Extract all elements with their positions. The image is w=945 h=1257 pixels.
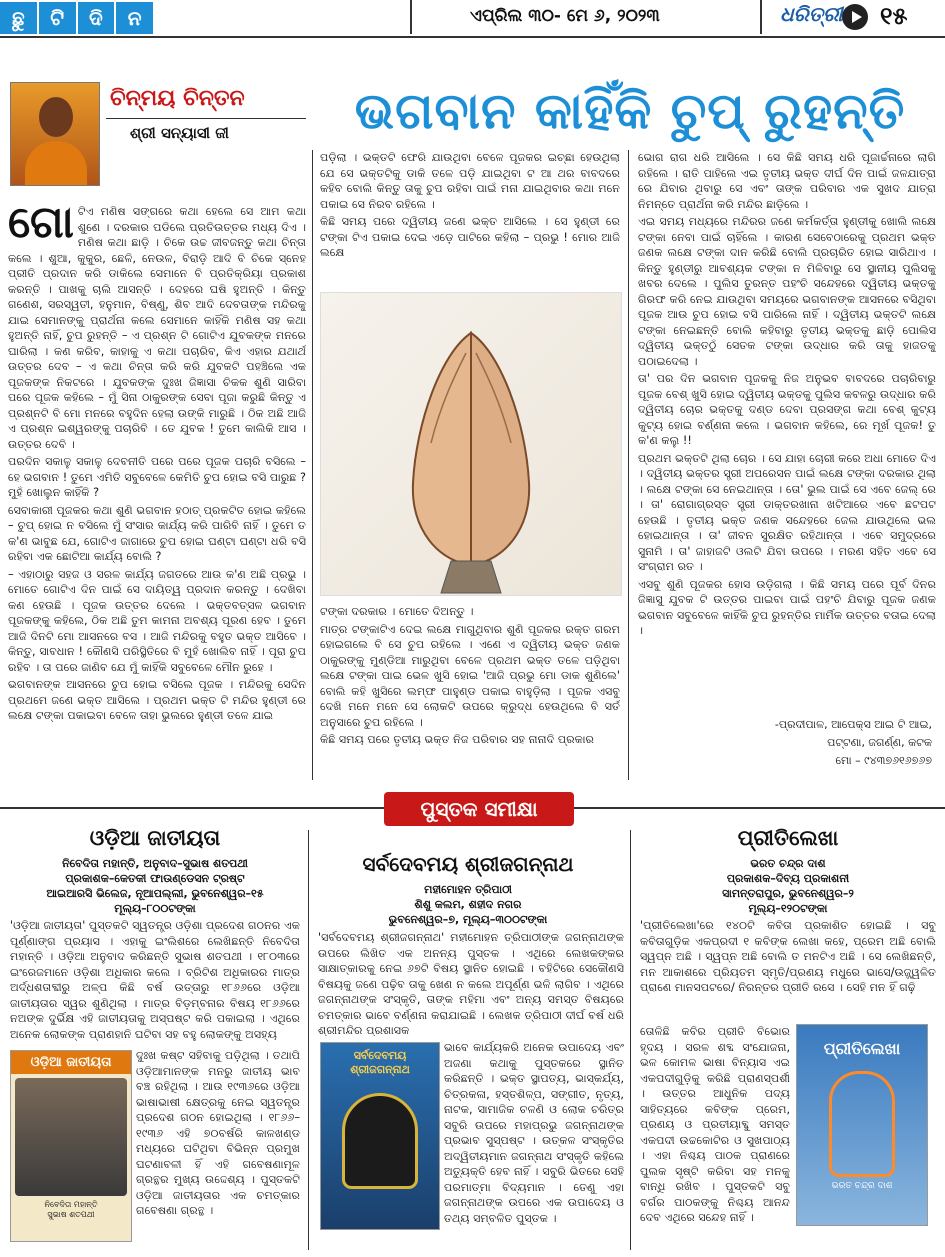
article-column-2-top [320, 150, 620, 290]
paragraph: ଏସବୁ ଶୁଣି ପୂଜକର ହୋସ ଉଡ଼ିଗଲା । କିଛି ସମୟ ପରେ ପୂର୍ବ ଦିନର ଜିଜ୍ଞାସୁ ଯୁବକ ଟି ଉତ୍ତର ପାଇବା ପାଇଁ ପହଂଚି ଯିବାରୁ ପୂଜକ ଜଣକ ଭଗବାନ ସବୁବେଳେ କାହିଁକି ଚୁପ ରୁହନ୍ତିର ମାର୍ମିକ ଉତ୍ତର ବତାଇ ଦେଲା । [638, 577, 936, 637]
book-cover [796, 1024, 928, 1226]
paragraph: ପଡ଼ିଲା । ଭକ୍ତଟି ଫେରି ଯାଉଥିବା ବେଳେ ପୂଜକର ଇଚ୍ଛା ହେଉଥିଲା ଯେ ସେ ଭକ୍ତଟିକୁ ଡାକି ତଳେ ପଡ଼ି ଯାଇଥିବା ଟ ଆ ଥର ବାବଦରେ କହିବ ବୋଲି କିନ୍ତୁ ତାକୁ ଚୁପ ରହିବା ପାଇଁ ମନା ଯାଇଥିବାର କଥା ମନେ ପକାଇ ସେ ନିରବ ରହିଲେ । [320, 151, 620, 211]
paragraph: ମାତ୍ର ଟଙ୍କାଟିଏ ଦେଇ ଲକ୍ଷେ ମାଗୁଥିବାର ଶୁଣି ପୂଜକର ରକ୍ତ ଗରମ ହୋଇଗଲେ ବି ସେ ଚୁପ ରହିଲେ । ଏଣେ ଏ ଦ୍ୱିତୀୟ ଭକ୍ତ ଜଣକ ଠାକୁରଙ୍କୁ ମୁଣ୍ଡିଆ ମାରୁଥିବା ବେଳେ ପ୍ରଥମ ଭକ୍ତ ତଳେ ପଡ଼ିଥିବା ଲକ୍ଷେ ଟଙ୍କା ପାଇ ଭେଳ ଖୁସି ହୋଇ 'ଆଜି ପ୍ରଭୁ ମୋ ଡାକ ଶୁଣିଲେ' ବୋଲି କହି ଖୁସିରେ ଲମ୍ଫ ପାହୁଣ୍ଡ ପକାଇ ବାହୁଡ଼ିଲା । ପୂଜକ ଏସବୁ ଦେଖି ମନେ ମନେ ସେ ଲୋକଟି ଉପରେ କ୍ରୁଦ୍ଧ ହେଉଥିଲେ ବି ସର୍ତ ଅନୁସାରେ ଚୁପ ରହିଲେ । [320, 622, 620, 729]
headline: ଭଗବାନ କାହିଁକି ଚୁପ୍ ରୁହନ୍ତି [354, 82, 906, 140]
brand-logo: ଧରିତ୍ରୀ [780, 2, 843, 26]
meta-line: ଭୁବନେଶ୍ୱର–୭, ମୂଲ୍ୟ–୩୦୦ଟଙ୍କା [388, 913, 548, 926]
footprint-icon [829, 1071, 895, 1177]
cover-translator: ସୁଭାଷ ଶତପଥୀ [47, 1210, 95, 1219]
book-meta [638, 856, 938, 916]
book-title: ଓଡ଼ିଆ ଜାତୀୟତା [89, 826, 221, 850]
article-column-2-bottom [320, 604, 620, 780]
cover-portraits [15, 1078, 127, 1196]
section-letter: ଟି [39, 2, 78, 34]
meta-line: ମୂଲ୍ୟ–୮୦୦ଟଙ୍କା [114, 902, 196, 915]
review-text: 'ଓଡ଼ିଆ ଜାତୀୟତା' ପୁସ୍ତକଟି ସ୍ୱତନ୍ତ୍ର ଓଡ଼ିଶା ପ୍ରଦେଶ ଗଠନର ଏକ ପୂର୍ଣ୍ଣାଙ୍ଗ ପ୍ରୟାସ । ଏହାକୁ ଇଂଲିଶରେ ଲେଖିଛନ୍ତି ନିବେଦିତା ମହାନ୍ତି । ଓଡ଼ିଆ ଅନୁବାଦ କରିଛନ୍ତି ସୁଭାଷ ଶତପଥୀ । ୧୮୦୩ରେ ଇଂରେଜମାନେ ଓଡ଼ିଶା ଅଧିକାର କଲେ । ବ୍ରିଟିଶ ଅଧିକାରର ମାତ୍ର ଅର୍ଦ୍ଧଶତାବ୍ଦୀରୁ ଅଳ୍ପ କିଛି ବର୍ଷ ଉତ୍ତାରୁ ୧୮୬୬ରେ ଓଡ଼ିଆ ଜାତୀୟତାର ସ୍ୱର ଶୁଣିଥିଲା । ମାତ୍ର ବିଡ଼ମ୍ବନାର ବିଷୟ ୧୮୬୬ରେ ନଅଙ୍କ ଦୁର୍ଭିକ୍ଷ ଏହି ଜାତୀୟତାକୁ ଅସ୍ପଷ୍ଟ କରି ପକାଇଲା । ଏଥିରେ ଅନେକ ଲୋକଙ୍କ ପ୍ରାଣହାନି ଘଟିବା ସହ ବହୁ ଲୋକଙ୍କୁ ଅସହ୍ୟ [10, 919, 300, 1041]
review-text: 'ପ୍ରୀତିଲେଖା'ରେ ୧୪୦ଟି କବିତା ପ୍ରକାଶିତ ହୋଇଛି । ସବୁ କବିତାଗୁଡ଼ିକ ଏକପ୍ରଦୀ ୧ କବିଙ୍କ ଲେଖା କହେ, ପ୍ରେମ ଅଛି ବୋଲି ସ୍ୱପ୍ନ ଅଛି । ସ୍ୱପ୍ନ ଅଛି ବୋଲି ତ ମନଟିଏ ଅଛି । ସେ ଲେଖିଛନ୍ତି, ମନ ଆକାଶରେ ପ୍ରିୟତମ ସ୍ମୃତି/ପ୍ରଣୟ ମଧୁରେ ଭାସେ/ଉଜ୍ଜ୍ୱଳିତ ପ୍ରାଣେ ମାନସପଟରେ/ ନିରନ୍ତର ପ୍ରୀତି ରସେ । ସେହି ମନ ହିଁ ଗଢ଼ି [640, 919, 936, 994]
paragraph: ଭଗବାନଙ୍କ ଆସନରେ ଚୁପ ହୋଇ ବସିଲେ ପୂଜକ । ମନ୍ଦିରକୁ ସେଦିନ ପ୍ରଥମେ ଜଣେ ଭକ୍ତ ଆସିଲେ । ପ୍ରଥମ ଭକ୍ତ ଟି ମନ୍ଦିର ହୁଣ୍ଡୀ ରେ ଲକ୍ଷେ ଟଙ୍କା ପକାଇବା ବେଳେ ତାହା ଭୁଲରେ ହୁଣ୍ଡୀ ତଳେ ଯାଇ [8, 678, 306, 722]
paragraph: ପ୍ରଥମ ଭକ୍ତଟି ଥିଲା ଚୋର । ସେ ଯାହା ଚୋରୀ କରେ ଅଧା ମୋତେ ଦିଏ । ଦ୍ୱିତୀୟ ଭକ୍ତର ସ୍ତ୍ରୀ ଅପରେସନ ପାଇଁ ଲକ୍ଷେ ଟଙ୍କା ଦରକାର ଥିଲା । ଲକ୍ଷେ ଟଙ୍କା ସେ ନେଇଥାନ୍ତା । ତୋ' ଭୁଲ ପାଇଁ ସେ ଏବେ ଜେଲ୍ ରେ । ତା' ରୋଗାଗ୍ରସ୍ତ ସ୍ତ୍ରୀ ଡାକ୍ତରଖାନା ଖଟିଆରେ ଏବେ ଛଟପଟ ହେଉଛି । ତୃତୀୟ ଭକ୍ତ ଜଣକ ସନ୍ଦେହରେ ଜେଲ ଯାଉଥିଲେ ଭଲ ହୋଇଥାନ୍ତା । ତା' ଜୀବନ ସୁରକ୍ଷିତ ରହିଥାନ୍ତା । ଏବେ ସମୁଦ୍ରରେ ସୁନାମି । ତା' ଜାହାଜଟି ଓଲଟି ଯିବା ଉପରେ । ମରଣ ସହିତ ଏବେ ସେ ସଂଗ୍ରାମ ରତ । [638, 451, 936, 573]
section-title [0, 2, 155, 34]
book-meta [10, 856, 300, 916]
cover-title: ଓଡ଼ିଆ ଜାତୀୟତା [11, 1051, 131, 1074]
cover-author: ଭରତ ଚନ୍ଦ୍ର ଦାଶ [831, 1181, 893, 1191]
column-rule [312, 150, 313, 780]
drop-cap: ଗୋ [8, 204, 74, 248]
article-column-1 [8, 204, 306, 778]
praying-hands-icon [321, 293, 621, 595]
jagannath-icon [342, 1093, 418, 1189]
paragraph: ତା' ପର ଦିନ ଭଗବାନ ପୂଜକକୁ ନିଜ ଅନୁଭବ ବାବଦରେ ପଚାରିବାରୁ ପୂଜକ ବେଶ୍ ଖୁସି ହୋଇ ଦ୍ୱିତୀୟ ଭକ୍ତକୁ ପୁଲିସ କବଳରୁ ଉଦ୍ଧାର କରି ଦ୍ୱିତୀୟ ଚୋର ଭକ୍ତକୁ ଦଣ୍ଡ ଦେବା ପ୍ରସଙ୍ଗ କଥା ବେଶ୍ କୁଟ୍ୟ କୁଟ୍ୟ ହୋଇ ବର୍ଣ୍ଣନା କଲେ । ଭଗବାନ କହିଲେ, ରେ ମୂର୍ଖ ପୂଜକ! ତୁ କ'ଣ କଲୁ !! [638, 372, 936, 447]
paragraph: – ଏହାଠାରୁ ସହଜ ଓ ସରଳ କାର୍ଯ୍ୟ ଜଗତରେ ଆଉ କ'ଣ ଅଛି ପ୍ରଭୁ । ମୋତେ ଗୋଟିଏ ଦିନ ପାଇଁ ସେ ଦାୟିତ୍ୱ ପ୍ରଦାନ କରନ୍ତୁ । ଦେଖିବା କଣ ହେଉଛି । ପୂଜକ ଉତ୍ତର ଦେଲେ । ଭକ୍ତବତ୍ସଳ ଭଗବାନ ପୂଜକଙ୍କୁ କହିଲେ, ଠିକ ଅଛି ତୁମ କାମନା ଅବଶ୍ୟ ପୂରଣ ହେବ । ତୁମେ ଆଜି ଦିନଟି ମୋ ଆସନରେ ବସ । ଆଜି ମନ୍ଦିରକୁ ବହୁତ ଭକ୍ତ ଆସିବେ । କିନ୍ତୁ, ସାବଧାନ ! କୌଣସି ପରିସ୍ଥିତିରେ ବି ମୁହଁ ଖୋଲିବ ନାହିଁ । ପୂରା ଚୁପ ରହିବ । ତା ପରେ ଜାଣିବ ଯେ ମୁଁ କାହିଁକି ସବୁବେଳେ ମୌନ ରୁହେ । [8, 567, 306, 674]
divider [106, 118, 306, 119]
signature-line: -ପ୍ରଦୀପାଳ, ଆପେକ୍ସ ଆଇ ଟି ଆଇ, [774, 718, 932, 731]
meta-line: ମୂଲ୍ୟ–୧୨୦ଟଙ୍କା [748, 902, 828, 915]
review-text: ଦୁଃଖ କଷ୍ଟ ସହିବାକୁ ପଡ଼ିଥିଲା । ତଥାପି ଓଡ଼ିଆମାନଙ୍କ ମନରୁ ଜାତୀୟ ଭାବ ବଞ୍ଚ ରହିଥିଲା । ଆଉ ୧୯୩୬ରେ ଓଡ଼ିଆ ଭାଷାଭାଷୀ କ୍ଷେତ୍ରକୁ ନେଇ ସ୍ୱତନ୍ତ୍ର ପ୍ରଦେଶ ଗଠନ ହୋଇଥିଲା । ୧୮୬୬–୧୯୩୬ ଏହି ୭୦ବର୍ଷରି କାଳଖଣ୍ଡ ମଧ୍ୟରେ ଘଟିଥିବା ବିଭିନ୍ନ ପ୍ରମୁଖ ଘଟଣାବଳୀ ହିଁ ଏହି ଗବେଷଣାମୂଳ ଗ୍ରନ୍ଥର ମୁଖ୍ୟ ଉଦ୍ଦେଶ୍ୟ । ପୁସ୍ତକଟି ଓଡ଼ିଆ ଜାତୀୟତାର ଏକ ଚମତ୍କାର ଗବେଷଣା ଗ୍ରନ୍ଥ । [136, 1049, 300, 1217]
book-cover [320, 1042, 440, 1230]
column-rule [308, 830, 309, 1250]
book-meta [318, 882, 618, 927]
masthead-divider [410, 0, 412, 34]
page-number: ୧୫ [880, 2, 908, 30]
column-rule [628, 150, 629, 780]
meta-line: ନିବେଦିତା ମହାନ୍ତି, ଅନୁବାଦ–ସୁଭାଷ ଶତପଥୀ [62, 857, 248, 870]
meta-line: ମହୀମୋହନ ତ୍ରିପାଠୀ [424, 883, 512, 896]
review-text: ତୋଳିଛି କବିର ପ୍ରୀତି ବିଭୋର ହୃଦୟ । ସରଳ ଶବ୍ଦ ସଂଯୋଜନା, ଭଳ କୋମଳ ଭାଷା ବିନ୍ୟାସ ଏଇ ଏକପଦୀଗୁଡ଼ିକୁ କରିଛି ପ୍ରାଣସ୍ପର୍ଶୀ । ଉତ୍ତର ଆଧୁନିକ ପଦ୍ୟ ସାହିତ୍ୟରେ କବିଙ୍କ ପ୍ରେମ, ପ୍ରଣୟ ଓ ପ୍ରତୀୟାବ୍ଦୁ ସମସ୍ତ ଏକପଦୀ ଉଚ୍ଚକୋଟିର ଓ ସୁଖପାଠ୍ୟ । ଏହା ନିଶ୍ଚୟ ପାଠକ ପ୍ରାଣରେ ପୁଲକ ସୃଷ୍ଟି କରିବା ସହ ମନକୁ ବାନ୍ଧି ରଖିବ । ପୁସ୍ତକଟି ସବୁ ବର୍ଗର ପାଠକଙ୍କୁ ନିଶ୍ଚୟ ଆନନ୍ଦ ଦେବ ଏଥିରେ ସନ୍ଦେହ ନାହିଁ । [640, 1025, 790, 1224]
meta-line: ସାମନ୍ତରାପୁର, ଭୁବନେଶ୍ୱର–୨ [722, 887, 854, 900]
header-rule [0, 36, 945, 38]
play-icon [842, 4, 868, 30]
meta-line: ପ୍ରକାଶକ–ଦିବ୍ୟ ପ୍ରକାଶନୀ [726, 872, 850, 885]
paragraph: ପରଦିନ ସକାଳୁ ସକାଳୁ ଦେବନୀତି ପରେ ପରେ ପୂଜକ ପଚାରି ବସିଲେ – ହେ ଭଗବାନ ! ତୁମେ ଏମିତି ସବୁବେଳେ କେମିତି ଚୁପ ହୋଇ ବସି ପାରୁଛ ? ମୁହଁ ଖୋଲୁନ କାହିଁକି ? [8, 455, 306, 499]
signature-line: ମୋ – ୯୪୩୭୬୧୬୭୬୭ [835, 754, 932, 767]
meta-line: ଶିଶୁ କଲମ, ଶହୀଦ ନଗର [414, 898, 522, 911]
signature-line: ପଟ୍ଟଣା, ଜଗର୍ଣ୍ଣ, କଟକ [827, 736, 932, 749]
section-letter: ଛୁ [0, 2, 39, 34]
issue-date: ଏପ୍ରିଲ ୩୦- ମେ ୬, ୨୦୨୩ [470, 6, 660, 26]
book-cover [10, 1050, 132, 1242]
review-text: ଭାବେ କାର୍ଯ୍ୟକରି ଅନେକ ଉପାଦେୟ ଏବଂ ଅଜଣା କଥାକୁ ପୁସ୍ତକରେ ସ୍ଥାନିତ କରିଛନ୍ତି । ଭକ୍ତ ସ୍ଥାପତ୍ୟ, ଭାସ୍କର୍ଯ୍ୟ, ଚିତ୍ରକଳା, ହସ୍ତଶିଳ୍ପ, ସଙ୍ଗୀତ, ନୃତ୍ୟ, ନାଟକ, ସାମାଜିକ ଚଳଣି ଓ ଲୋକ ଚରିତ୍ର ସବୁରି ଉପରେ ମହାପ୍ରଭୁ ଜଗନ୍ନାଥଙ୍କ ପ୍ରଭାବ ସୁସ୍ପଷ୍ଟ । ଉତ୍କଳ ସଂସ୍କୃତିର ଅଦ୍ୱିତୀୟମାନ ଜଗନ୍ନାଥ ସଂସ୍କୃତି କହିଲେ ଅତ୍ୟୁକ୍ତି ହେବ ନାହିଁ । ସବୁରି ଭିତରେ ସେହି ପରମାତ୍ମା ବିଦ୍ୟମାନ । ତେଣୁ ଏହା ଜଗନ୍ନାଥଙ୍କ ଉପରେ ଏକ ଉପାଦେୟ ଓ ତଥ୍ୟ ସମ୍ବଳିତ ପୁସ୍ତକ । [444, 1041, 624, 1225]
book-title: ପ୍ରୀତିଲେଖା [737, 826, 839, 850]
paragraph: ଟଙ୍କା ଦରକାର । ମୋତେ ଦିଅନ୍ତୁ । [320, 605, 474, 618]
paragraph: ସେବାକାରୀ ପୂଜକର କଥା ଶୁଣି ଭଗବାନ ହଠାତ୍ ପ୍ରକଟିତ ହୋଇ କହିଲେ – ଚୁପ୍ ହୋଇ ନ ବସିଲେ ମୁଁ ସଂସାର କାର୍ଯ୍ୟ କରି ପାରିବି ନାହିଁ । ତୁମେ ତ କ'ଣ ଭାବୁଛ ଯେ, ଗୋଟିଏ ଜାଗାରେ ଚୁପ ହୋଇ ଘଣ୍ଟା ଘଣ୍ଟା ଧରି ବସି ରହିବା ଏକ ଛୋଟିଆ କାର୍ଯ୍ୟ ବୋଲି ? [8, 503, 306, 563]
column-name: ଚିନ୍ମୟ ଚିନ୍ତନ [110, 86, 245, 111]
meta-line: ପ୍ରକାଶକ–କେତକୀ ଫାଉଣ୍ଡେସନ ଟ୍ରଷ୍ଟ [65, 872, 245, 885]
review-text: 'ସର୍ବଦେବମୟ ଶ୍ରୀଜଗନ୍ନାଥ' ମହୀମୋହନ ତ୍ରିପାଠୀଙ୍କ ଜଗନ୍ନାଥଙ୍କ ଉପରେ ଲିଖିତ ଏକ ଅନନ୍ୟ ପୁସ୍ତକ । ଏଥିରେ ଲେଖକଙ୍କର ସାକ୍ଷାତ୍କାରକୁ ନେଇ ୬୭ଟି ବିଷୟ ସ୍ଥାନିତ ହୋଇଛି । ବହିଟିରେ ସେକୌଣସି ବିଷୟକୁ ଜଣେ ପଢ଼ିବ ତାକୁ ଖେଣ ନ କଲେ ଅପୂର୍ଣ୍ଣ ଭଳି ଲାଗିବ । ଏଥିରେ ଜଗନ୍ନାଥଙ୍କ ସଂସ୍କୃତି, ତାଙ୍କ ମହିମା ଏବଂ ଅନ୍ୟ ସମସ୍ତ ବିଷୟରେ ଚମତ୍କାର ଭାବେ ବର୍ଣ୍ଣନା କରାଯାଇଛି । ଲେଖକ ତ୍ରିପାଠୀ ଦୀର୍ଘ ବର୍ଷ ଧରି ଶ୍ରୀମନ୍ଦିର ପ୍ରଶାସକ [318, 931, 624, 1036]
author-signature [660, 716, 932, 770]
section-letter: ନ [116, 2, 155, 34]
cover-author: ନିବେଦିତା ମହାନ୍ତି [44, 1200, 98, 1209]
meta-line: ଭରତ ଚନ୍ଦ୍ର ଦାଶ [750, 857, 826, 870]
masthead-divider [760, 0, 762, 34]
section-letter: ଦି [78, 2, 117, 34]
paragraph: ଭୋଗ ରାଗ ଧରି ଆସିଲେ । ସେ କିଛି ସମୟ ଧରି ପୂଜାର୍ଚ୍ଚନାରେ ଲାଗି ରହିଲେ । ରାତି ପାହିଲେ ଏଇ ତୃତୀୟ ଭକ୍ତ ଦୀର୍ଘ ଦିନ ପାଇଁ ଜଳଯାତ୍ରା ରେ ଯିବାର ଥିବାରୁ ସେ ଏବଂ ତାଙ୍କ ପରିବାର ଏକ ସୁଖଦ ଯାତ୍ରା ନିମନ୍ତେ ପ୍ରାର୍ଥନା କରି ମନ୍ଦିର ଛାଡ଼ିଲେ । [638, 151, 936, 211]
book-title: ସର୍ବଦେବମୟ ଶ୍ରୀଜଗନ୍ନାଥ [362, 852, 574, 876]
review-banner: ପୁସ୍ତକ ସମୀକ୍ଷା [384, 792, 574, 826]
cover-title: ସର୍ବଦେବମୟ ଶ୍ରୀଜଗନ୍ନାଥ [350, 1049, 410, 1076]
column-rule [630, 830, 631, 1250]
article-column-3 [638, 150, 936, 712]
cover-title: ପ୍ରୀତିଲେଖା [823, 1039, 901, 1058]
column-author: ଶ୍ରୀ ସନ୍ୟାସୀ ଜୀ [130, 124, 229, 142]
meta-line: ଆଇଆରସି ଭିଲେଜ, ନୂଆପଲ୍ଲୀ, ଭୁବନେଶ୍ୱର–୧୫ [46, 887, 264, 900]
praying-hands-image [320, 292, 622, 596]
paragraph: କିଛି ସମୟ ପରେ ଦ୍ୱିତୀୟ ଜଣେ ଭକ୍ତ ଆସିଲେ । ସେ ହୁଣ୍ଡୀ ରେ ଟଙ୍କା ଟିଏ ପକାଇ ଦେଇ ଏଡ଼େ ପାଟିରେ କହିଲା – ପ୍ରଭୁ ! ମୋର ଆଜି ଲକ୍ଷେ [320, 215, 620, 259]
paragraph: ଟିଏ ମଣିଷ ସଙ୍ଗରେ କଥା ହେଲେ ସେ ଆମ କଥା ଶୁଣେ । ଦରକାର ପଡିଲେ ପ୍ରତିଉତ୍ତର ମଧ୍ୟ ଦିଏ । ମଣିଷ କଥା ଛାଡ଼ି । ଚିକେ ଉଚ୍ଚ ଜୀବଜନ୍ତୁ କଥା ଚିନ୍ତା କଲେ । ଶୁଆ, କୁକୁର, ଛେଳି, ନେଉଳ, ବିରାଡ଼ି ଆଦି ବି ଚିକେ ସ୍ନେହ ପ୍ରୀତି ପ୍ରଦାନ କରି ଡାକିଲେ ସେମାନେ ବି ପ୍ରତିକ୍ରିୟା ପ୍ରକାଶ କରନ୍ତି । ପାଖକୁ ଚାଲି ଆସନ୍ତି । ଦେହରେ ଘଷି ହୁଅନ୍ତି । କିନ୍ତୁ ଗଣେଶ, ସରସ୍ୱତୀ, ହନୁମାନ, ବିଷ୍ଣୁ, ଶିବ ଆଦି ଦେବତାଙ୍କ ମନ୍ଦିରକୁ ଯାଇ ସେମାନଙ୍କୁ ପ୍ରାର୍ଥନା କଲେ ସେମାନେ କାହିଁକି ମଣିଷ ସହ କଥା ହୁଅନ୍ତି ନାହିଁ, ଚୁପ ରୁହନ୍ତି – ଏ ପ୍ରଶ୍ନ ଟି ଗୋଟିଏ ଯୁବକଙ୍କ ମନରେ ଘାରିଲା । କଣ କରିବ, କାହାକୁ ଏ କଥା ପଚାରିବ, କିଏ ଏହାର ଯଥାର୍ଥ ଉତ୍ତର ଦେବ – ଏ କଥା ଚିନ୍ତା କରି କରି ଯୁବକଟି ପହଞ୍ଚିଲେ ଏକ ପୂଜକଙ୍କ ନିକଟରେ । ଯୁବକଙ୍କ ଦୁଃଖ ଜିଜ୍ଞାସା ଚିକକ ଶୁଣି ସାରିବା ପରେ ପୂଜକ କହିଲେ – ମୁଁ ସିନା ଠାକୁରଙ୍କ ସେବା ପୂଜା କରୁଛି କିନ୍ତୁ ଏ ପ୍ରଶ୍ନଟି ବି ମୋ ମନରେ ବହୁଦିନ ହେଲା ଉଙ୍କି ମାରୁଛି । ଠିକ ଅଛି ଆଜି ଏ ପ୍ରଶ୍ନ ଇଶ୍ୱରଙ୍କୁ ପଚାରିବି । ତେ ଯୁବକ ! ତୁମେ କାଲିକି ଆସ । ଉତ୍ତର ଦେବି । [8, 205, 306, 451]
paragraph: କିଛି ସମୟ ପରେ ତୃତୀୟ ଭକ୍ତ ନିଜ ପରିବାର ସହ ନାନାଦି ପ୍ରକାର [320, 733, 594, 746]
author-photo [10, 82, 100, 186]
paragraph: ଏଇ ସମୟ ମଧ୍ୟରେ ମନ୍ଦିରର ଜଣେ କର୍ମକର୍ତ୍ତା ହୁଣ୍ଡୀକୁ ଖୋଲି ଲକ୍ଷେ ଟଙ୍କା ନେବା ପାଇଁ ଚାହିଁଲେ । କାରଣ ସେବେଠାରେକୁ ପ୍ରଥମ ଭକ୍ତ ଜଣକ ଲକ୍ଷେ ଟଙ୍କା ଦାନ କରିଛି ବୋଲି ପ୍ରଚାରିତ ହୋଇ ସାରିଥାଏ । କିନ୍ତୁ ହୁଣ୍ଡୀରୁ ଆବଶ୍ୟକ ଟଙ୍କା ନ ମିଳିବାରୁ ସେ ସ୍ଥାନୀୟ ପୁଲିସକୁ ଖବର ଦେଲେ । ପୁଲିସ ତୁରନ୍ତ ପହଂଚି ସନ୍ଦେହରେ ଦ୍ୱିତୀୟ ଭକ୍ତକୁ ଗିରଫ କରି ନେଇ ଯାଉଥିବା ସମୟରେ ଭଗବାନଙ୍କ ଆସନରେ ବସିଥିବା ପୂଜକ ଆଉ ଚୁପ ହୋଇ ବସି ପାରିଲେ ନାହିଁ । ଦ୍ୱିତୀୟ ଭକ୍ତଟି ଲକ୍ଷେ ଟଙ୍କା ନେଇଛନ୍ତି ବୋଲି କହିବାରୁ ତୃତୀୟ ଭକ୍ତକୁ ଛାଡ଼ି ପୋଲିସ ଦ୍ୱିତୀୟ ଭକ୍ତଠୁଁ ସେତକ ଟଙ୍କା ଉଦ୍ଧାର କରି ତାକୁ ହାଜତକୁ ପଠାଇଦେଲା । [638, 215, 936, 368]
